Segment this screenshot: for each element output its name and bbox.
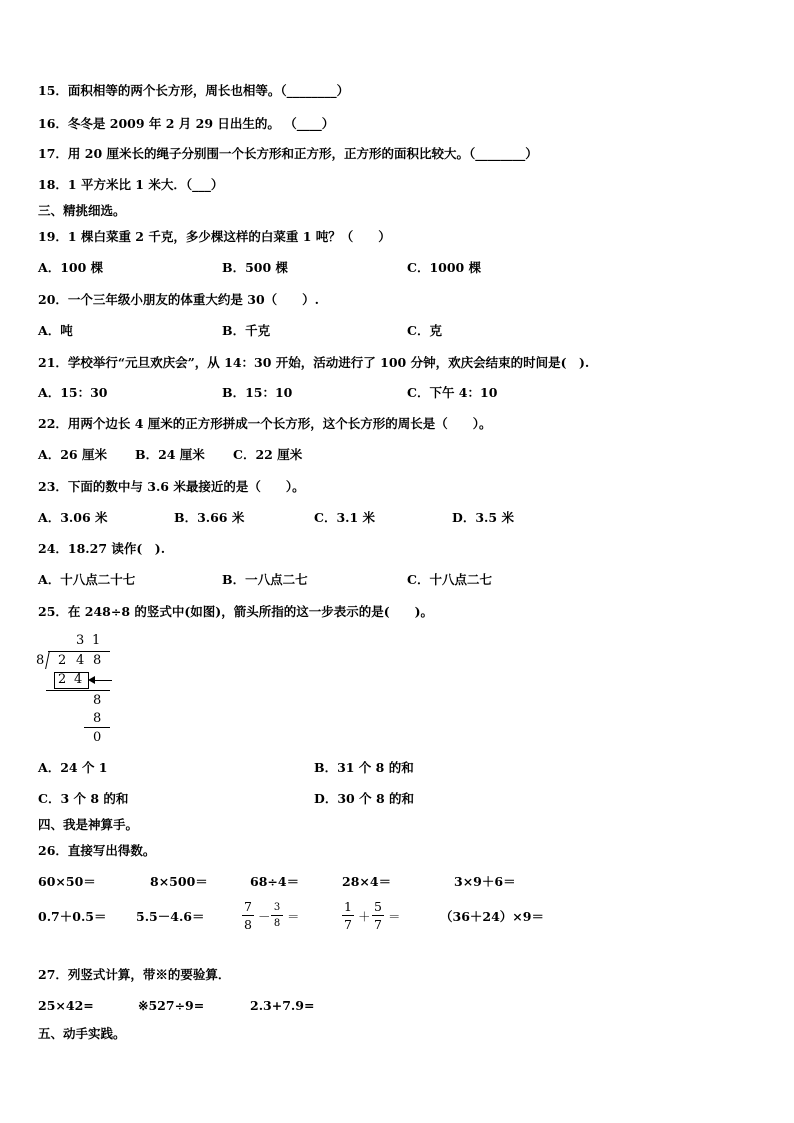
q27-item: 2.3+7.9= xyxy=(250,998,315,1013)
denominator: 8 xyxy=(244,917,252,932)
numerator: 3 xyxy=(273,902,281,913)
subtraction-line xyxy=(84,727,110,728)
q24-option-b: B．一八点二七 xyxy=(222,572,308,587)
q23-option-b: B．3.66 米 xyxy=(174,510,245,525)
section-4-heading: 四、我是神算手。 xyxy=(38,817,139,832)
q26-item: 68÷4＝ xyxy=(250,874,300,889)
q19-option-b: B．500 棵 xyxy=(222,260,289,275)
quotient-digit: 3 xyxy=(76,633,85,648)
q24-option-c: C．十八点二七 xyxy=(407,572,492,587)
numerator: 5 xyxy=(374,899,382,914)
q26-item: 3×9＋6＝ xyxy=(454,874,516,889)
question-26: 26．直接写出得数。 xyxy=(38,843,156,858)
division-bar xyxy=(48,651,110,652)
dividend-digit: 8 xyxy=(93,653,102,668)
fraction-bar xyxy=(342,915,354,916)
division-bracket xyxy=(45,651,50,669)
step-digit: 8 xyxy=(93,711,102,726)
question-18: 18．1 平方米比 1 米大．（___） xyxy=(38,177,224,192)
q19-option-a: A．100 棵 xyxy=(38,260,104,275)
arrow-line xyxy=(92,680,112,681)
equals: ＝ xyxy=(287,909,300,924)
remainder: 0 xyxy=(93,730,102,745)
q22-option-b: B．24 厘米 xyxy=(135,447,205,462)
q23-option-c: C．3.1 米 xyxy=(314,510,376,525)
q25-option-b: B．31 个 8 的和 xyxy=(314,760,414,775)
q27-item: 25×42= xyxy=(38,998,94,1013)
fraction xyxy=(242,899,254,932)
question-20: 20．一个三年级小朋友的体重大约是 30（ ）. xyxy=(38,292,319,307)
numerator: 7 xyxy=(244,899,252,914)
long-division-figure xyxy=(36,633,126,748)
q21-option-c: C．下午 4：10 xyxy=(407,385,498,400)
denominator: 7 xyxy=(374,917,382,932)
q23-option-d: D．3.5 米 xyxy=(452,510,514,525)
question-17: 17．用 20 厘米长的绳子分别围一个长方形和正方形，正方形的面积比较大。（________） xyxy=(38,146,538,161)
numerator: 1 xyxy=(344,899,352,914)
q25-option-a: A．24 个 1 xyxy=(38,760,108,775)
section-5-heading: 五、动手实践。 xyxy=(38,1026,126,1041)
q23-option-a: A．3.06 米 xyxy=(38,510,108,525)
q26-item: 60×50＝ xyxy=(38,874,96,889)
fraction-bar xyxy=(372,915,384,916)
question-19: 19．1 棵白菜重 2 千克，多少棵这样的白菜重 1 吨？（ ） xyxy=(38,229,391,244)
fraction xyxy=(372,899,384,932)
q19-option-c: C．1000 棵 xyxy=(407,260,482,275)
question-25: 25．在 248÷8 的竖式中(如图)，箭头所指的这一步表示的是( )。 xyxy=(38,604,434,619)
q22-option-c: C．22 厘米 xyxy=(233,447,303,462)
q20-option-a: A．吨 xyxy=(38,323,73,338)
q24-option-a: A．十八点二十七 xyxy=(38,572,136,587)
divisor: 8 xyxy=(36,653,45,668)
question-23: 23．下面的数中与 3.6 米最接近的是（ ）。 xyxy=(38,479,305,494)
question-15: 15．面积相等的两个长方形，周长也相等。（________） xyxy=(38,83,350,98)
question-27: 27．列竖式计算，带※的要验算． xyxy=(38,967,231,982)
fraction xyxy=(271,901,283,930)
question-22: 22．用两个边长 4 厘米的正方形拼成一个长方形，这个长方形的周长是（ ）。 xyxy=(38,416,492,431)
operator: ＋ xyxy=(358,909,371,924)
q26-item: 0.7＋0.5＝ xyxy=(38,909,107,924)
equals: ＝ xyxy=(388,909,401,924)
q21-option-a: A．15：30 xyxy=(38,385,108,400)
denominator: 8 xyxy=(273,918,281,929)
subtraction-line xyxy=(46,690,110,691)
dividend-digit: 4 xyxy=(76,653,85,668)
fraction-bar xyxy=(242,915,254,916)
q21-option-b: B．15：10 xyxy=(222,385,293,400)
q26-item: 8×500＝ xyxy=(150,874,208,889)
q25-option-c: C．3 个 8 的和 xyxy=(38,791,129,806)
question-21: 21．学校举行“元旦欢庆会”，从 14：30 开始，活动进行了 100 分钟，欢庆会结束的时间是( ). xyxy=(38,355,590,370)
q26-item: （36＋24）×9＝ xyxy=(440,909,544,924)
step-digit: 4 xyxy=(74,672,83,687)
denominator: 7 xyxy=(344,917,352,932)
operator: － xyxy=(258,909,271,924)
question-24: 24．18.27 读作( ). xyxy=(38,541,166,556)
question-16: 16．冬冬是 2009 年 2 月 29 日出生的。 （____） xyxy=(38,116,335,131)
dividend-digit: 2 xyxy=(58,653,67,668)
step-digit: 2 xyxy=(58,672,67,687)
q20-option-c: C．克 xyxy=(407,323,442,338)
fraction xyxy=(342,899,354,932)
q27-item: ※527÷9= xyxy=(138,998,205,1013)
q20-option-b: B．千克 xyxy=(222,323,271,338)
q26-item: 28×4＝ xyxy=(342,874,392,889)
section-3-heading: 三、精挑细选。 xyxy=(38,203,126,218)
fraction-bar xyxy=(271,915,283,916)
step-digit: 8 xyxy=(93,693,102,708)
quotient-digit: 1 xyxy=(92,633,101,648)
q22-option-a: A．26 厘米 xyxy=(38,447,107,462)
q25-option-d: D．30 个 8 的和 xyxy=(314,791,414,806)
q26-item: 5.5－4.6＝ xyxy=(136,909,205,924)
